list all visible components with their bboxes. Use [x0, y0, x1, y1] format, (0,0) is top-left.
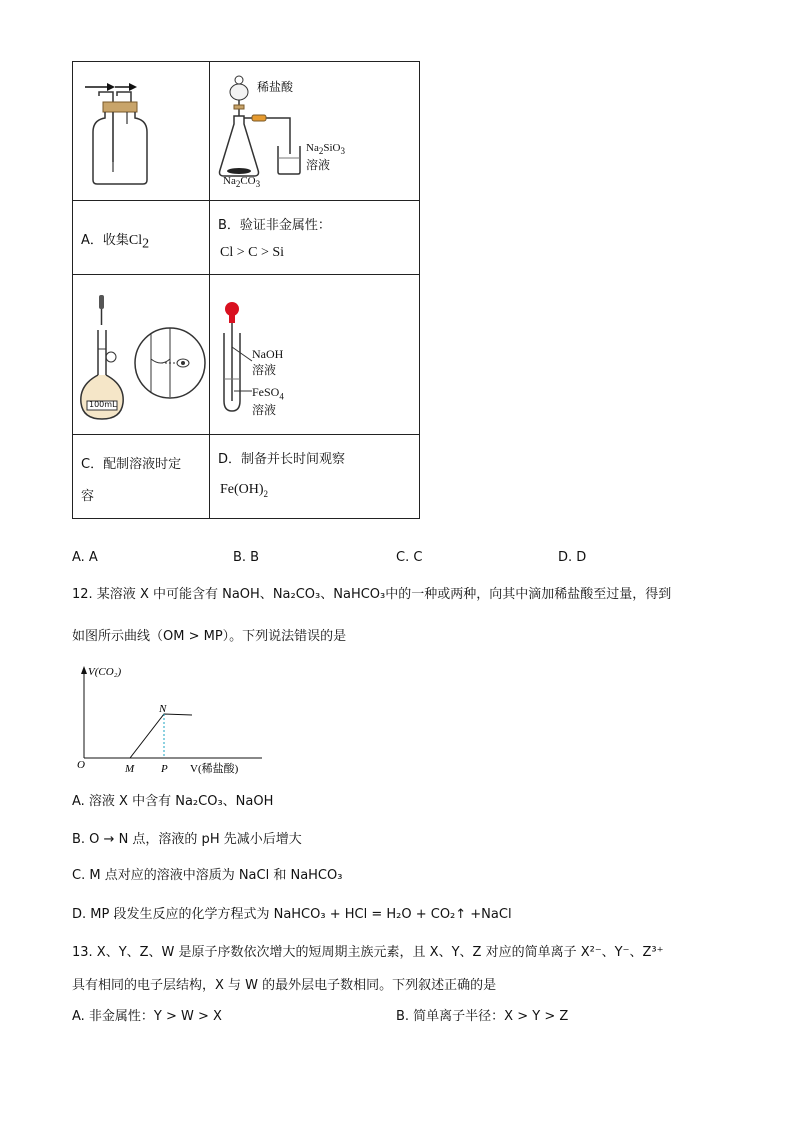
- answer-11-a: A. A: [72, 550, 98, 565]
- acid-label: 稀盐酸: [257, 80, 294, 94]
- origin-label: O: [77, 759, 85, 771]
- answer-11-c: C. C: [396, 550, 423, 565]
- q13-option-b: B. 简单离子半径：X > Y > Z: [396, 1009, 569, 1024]
- cell-b-label: [210, 201, 420, 275]
- q12-stem-line2: 如图所示曲线（OM > MP）。下列说法错误的是: [72, 629, 347, 644]
- answer-11-d: D. D: [558, 550, 587, 565]
- point-p-label: P: [161, 763, 168, 775]
- cell-a-figure: [73, 62, 210, 201]
- point-m-label: M: [125, 763, 135, 775]
- q12-option-a: A. 溶液 X 中含有 Na₂CO₃、NaOH: [72, 794, 274, 809]
- ferrous-hydroxide-apparatus-figure: [210, 275, 419, 430]
- y-axis-arrow: [81, 666, 87, 674]
- q12-option-b: B. O → N 点，溶液的 pH 先减小后增大: [72, 832, 302, 847]
- q13-option-a: A. 非金属性：Y > W > X: [72, 1009, 222, 1024]
- cell-a-label: [73, 201, 210, 275]
- x-axis-label: V(稀盐酸): [190, 763, 239, 775]
- answer-11-b: B. B: [233, 550, 260, 565]
- y-axis-label: V(CO₂): [88, 666, 122, 678]
- feso4-solution-label: 溶液: [252, 403, 277, 417]
- naoh-label: NaOH: [252, 347, 284, 361]
- flask-volume-label: 100mL: [89, 400, 117, 409]
- cell-c-label: [73, 435, 210, 519]
- silicate-solution-label: 溶液: [306, 158, 331, 172]
- q12-stem-line1: 12. 某溶液 X 中可能含有 NaOH、Na₂CO₃、NaHCO₃中的一种或两种，向其中滴加稀盐酸至过量，得到: [72, 587, 672, 602]
- feso4-label: FeSO$_4$: [252, 385, 284, 402]
- option-c-label-line2: 容: [81, 489, 95, 504]
- gas-collection-bottle-figure: [73, 62, 209, 196]
- q13-stem-line1: 13. X、Y、Z、W 是原子序数依次增大的短周期主族元素，且 X、Y、Z 对应的简单离子 X²⁻、Y⁻、Z³⁺: [72, 945, 664, 960]
- q12-option-d: D. MP 段发生反应的化学方程式为 NaHCO₃ + HCl = H₂O + CO₂↑ +NaCl: [72, 907, 512, 922]
- point-n-label: N: [159, 703, 167, 715]
- option-d-formula: $Fe(OH)_2$: [220, 482, 269, 499]
- q12-option-c: C. M 点对应的溶液中溶质为 NaCl 和 NaHCO₃: [72, 868, 343, 883]
- option-d-label: D．制备并长时间观察: [218, 452, 346, 467]
- silicate-label: $Na_2SiO_3$: [306, 142, 345, 157]
- co2-curve: [84, 714, 192, 758]
- naoh-solution-label: 溶液: [252, 363, 277, 377]
- cell-d-figure: [210, 275, 420, 435]
- option-b-label: B．验证非金属性：: [218, 218, 331, 233]
- option-a-label: A．收集$Cl_2$: [81, 233, 150, 252]
- option-b-order: Cl > C > Si: [220, 245, 285, 260]
- cell-b-figure: [210, 62, 420, 201]
- option-c-label-line1: C．配制溶液时定: [81, 457, 182, 472]
- carbonate-label: $Na_2CO_3$: [223, 175, 261, 190]
- apparatus-table: [72, 61, 420, 519]
- cell-c-figure: [73, 275, 210, 435]
- q13-stem-line2: 具有相同的电子层结构，X 与 W 的最外层电子数相同。下列叙述正确的是: [72, 978, 497, 993]
- co2-volume-chart: [72, 660, 272, 780]
- cell-d-label: [210, 435, 420, 519]
